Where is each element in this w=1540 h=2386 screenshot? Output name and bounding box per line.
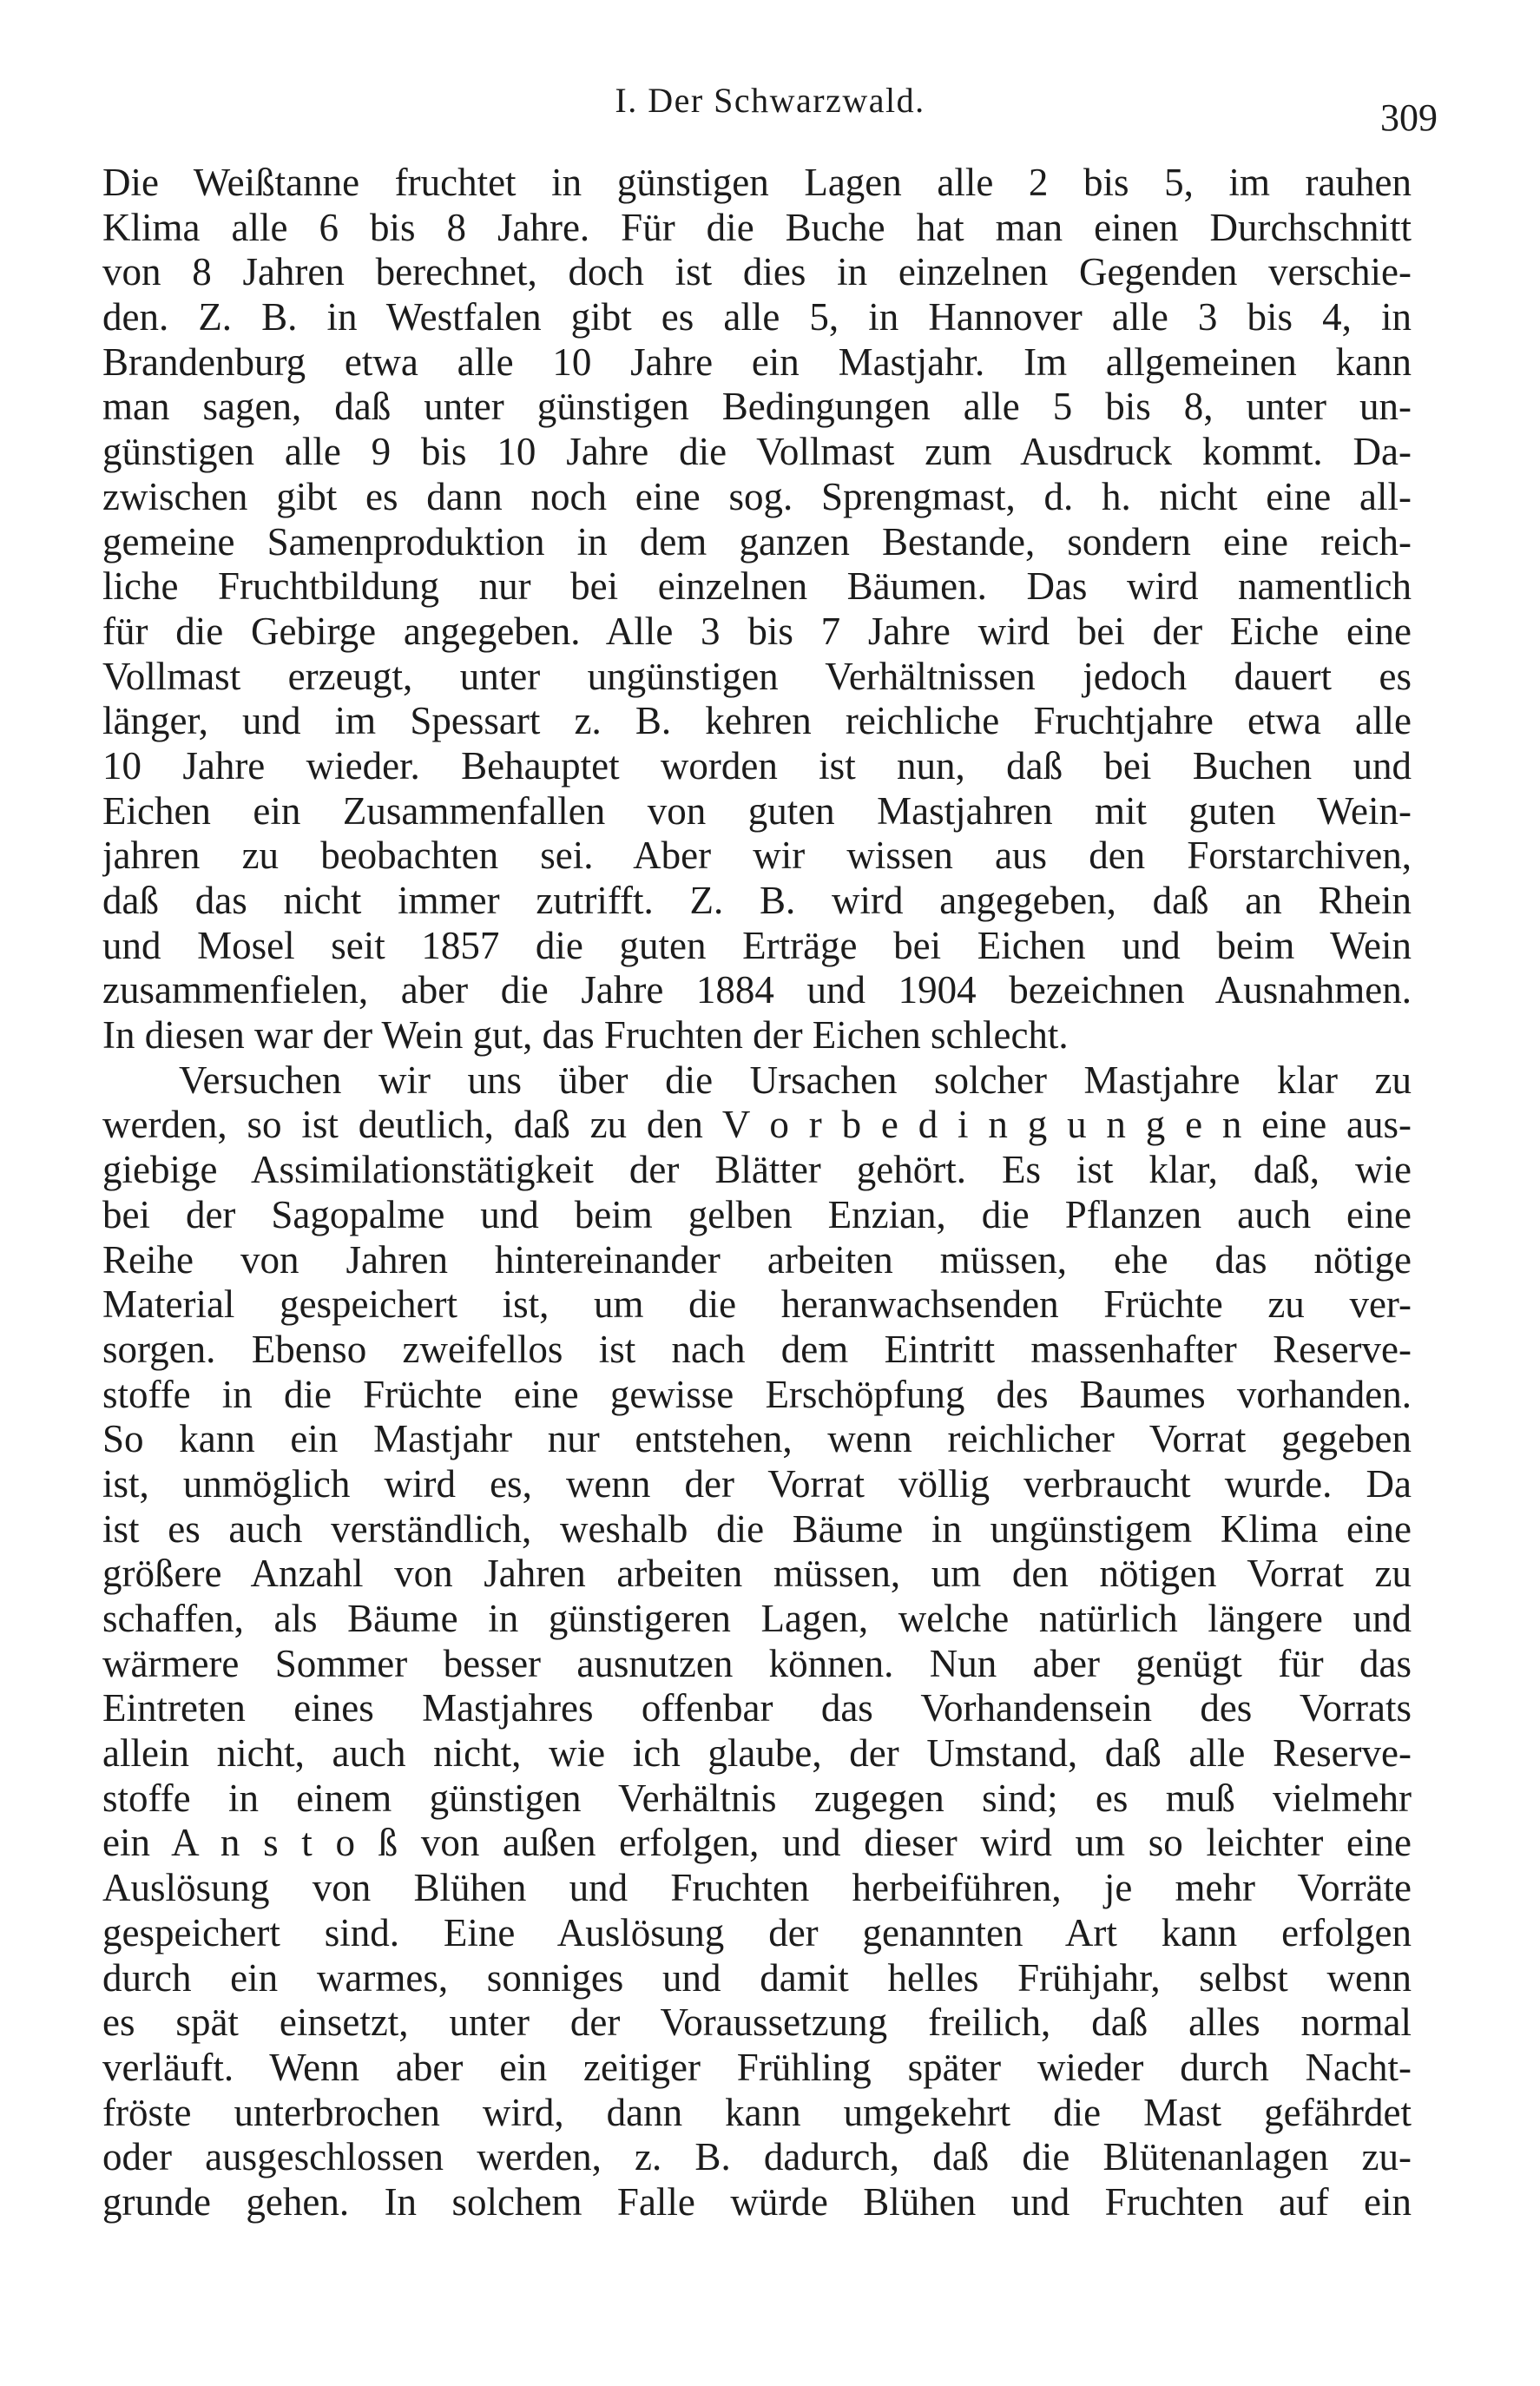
text-line: stoffe in die Früchte eine gewisse Erschöpfung des Baumes vorhanden. [102,1372,1412,1416]
text-line: 10 Jahre wieder. Behauptet worden ist nun, daß bei Buchen und [102,743,1412,788]
text-line: fröste unterbrochen wird, dann kann umgekehrt die Mast gefährdet [102,2090,1412,2134]
text-line: Eichen ein Zusammenfallen von guten Mastjahren mit guten Wein- [102,788,1412,833]
text-line: und Mosel seit 1857 die guten Erträge bei Eichen und beim Wein [102,923,1412,967]
text-line: ist, unmöglich wird es, wenn der Vorrat völlig verbraucht wurde. Da [102,1461,1412,1506]
text-line: Material gespeichert ist, um die heranwachsenden Früchte zu ver- [102,1282,1412,1327]
page-header [102,71,1438,139]
text-line: In diesen war der Wein gut, das Fruchten der Eichen schlecht. [102,1013,1069,1058]
text-line: zwischen gibt es dann noch eine sog. Sprengmast, d. h. nicht eine all- [102,474,1412,518]
body-text [102,161,1412,2225]
text-line: giebige Assimilationstätigkeit der Blätter gehört. Es ist klar, daß, wie [102,1148,1412,1192]
text-line: schaffen, als Bäume in günstigeren Lagen, welche natürlich längere und [102,1597,1412,1640]
text-line: allein nicht, auch nicht, wie ich glaube, der Umstand, daß alle Reserve- [102,1731,1412,1776]
text-line: ist es auch verständlich, weshalb die Bäume in ungünstigem Klima eine [102,1506,1412,1551]
text-line: stoffe in einem günstigen Verhältnis zugegen sind; es muß vielmehr [102,1776,1412,1820]
text-line: Klima alle 6 bis 8 Jahre. Für die Buche hat man einen Durchschnitt [102,205,1412,249]
text-line: Brandenburg etwa alle 10 Jahre ein Mastjahr. Im allgemeinen kann [102,339,1412,384]
text-line: gemeine Samenproduktion in dem ganzen Bestande, sondern eine reich- [102,519,1412,564]
text-line: werden, so ist deutlich, daß zu den V o r b e d i n g u n g e n eine aus- [102,1103,1412,1147]
text-line: wärmere Sommer besser ausnutzen können. Nun aber genügt für das [102,1641,1412,1685]
text-line: für die Gebirge angegeben. Alle 3 bis 7 Jahre wird bei der Eiche eine [102,609,1412,653]
text-line: So kann ein Mastjahr nur entstehen, wenn reichlicher Vorrat gegeben [102,1417,1412,1461]
text-line: grunde gehen. In solchem Falle würde Blühen und Fruchten auf ein [102,2179,1412,2224]
text-line: von 8 Jahren berechnet, doch ist dies in einzelnen Gegenden verschie- [102,250,1412,294]
text-line: Die Weißtanne fruchtet in günstigen Lagen alle 2 bis 5, im rauhen [102,161,1412,204]
text-line: liche Fruchtbildung nur bei einzelnen Bäumen. Das wird namentlich [102,564,1412,609]
text-line: ein A n s t o ß von außen erfolgen, und dieser wird um so leichter eine [102,1821,1412,1865]
text-line: größere Anzahl von Jahren arbeiten müssen, um den nötigen Vorrat zu [102,1552,1412,1596]
text-line: Auslösung von Blühen und Fruchten herbeiführen, je mehr Vorräte [102,1866,1412,1910]
text-line: verläuft. Wenn aber ein zeitiger Frühling später wieder durch Nacht- [102,2045,1412,2089]
text-line: daß das nicht immer zutrifft. Z. B. wird angegeben, daß an Rhein [102,879,1412,922]
text-line: es spät einsetzt, unter der Voraussetzung freilich, daß alles normal [102,2000,1412,2045]
text-line: Vollmast erzeugt, unter ungünstigen Verhältnissen jedoch dauert es [102,654,1412,698]
text-line: gespeichert sind. Eine Auslösung der genannten Art kann erfolgen [102,1910,1412,1954]
text-line: Reihe von Jahren hintereinander arbeiten müssen, ehe das nötige [102,1237,1412,1282]
text-line: zusammenfielen, aber die Jahre 1884 und 1904 bezeichnen Ausnahmen. [102,968,1412,1012]
text-line: jahren zu beobachten sei. Aber wir wissen aus den Forstarchiven, [102,834,1412,878]
text-line: man sagen, daß unter günstigen Bedingungen alle 5 bis 8, unter un- [102,385,1412,429]
text-line: länger, und im Spessart z. B. kehren reichliche Fruchtjahre etwa alle [102,699,1412,743]
running-title: I. Der Schwarzwald. [615,81,925,120]
text-line: durch ein warmes, sonniges und damit helles Frühjahr, selbst wenn [102,1955,1412,2000]
text-line: Versuchen wir uns über die Ursachen solcher Mastjahre klar zu [179,1058,1412,1102]
text-line: bei der Sagopalme und beim gelben Enzian, die Pflanzen auch eine [102,1192,1412,1236]
text-line: den. Z. B. in Westfalen gibt es alle 5, in Hannover alle 3 bis 4, in [102,295,1412,339]
text-line: sorgen. Ebenso zweifellos ist nach dem Eintritt massenhafter Reserve- [102,1327,1412,1371]
text-line: oder ausgeschlossen werden, z. B. dadurch, daß die Blütenanlagen zu- [102,2135,1412,2179]
page-number: 309 [1380,96,1438,139]
text-line: Eintreten eines Mastjahres offenbar das Vorhandensein des Vorrats [102,1686,1412,1730]
text-line: günstigen alle 9 bis 10 Jahre die Vollmast zum Ausdruck kommt. Da- [102,430,1412,474]
